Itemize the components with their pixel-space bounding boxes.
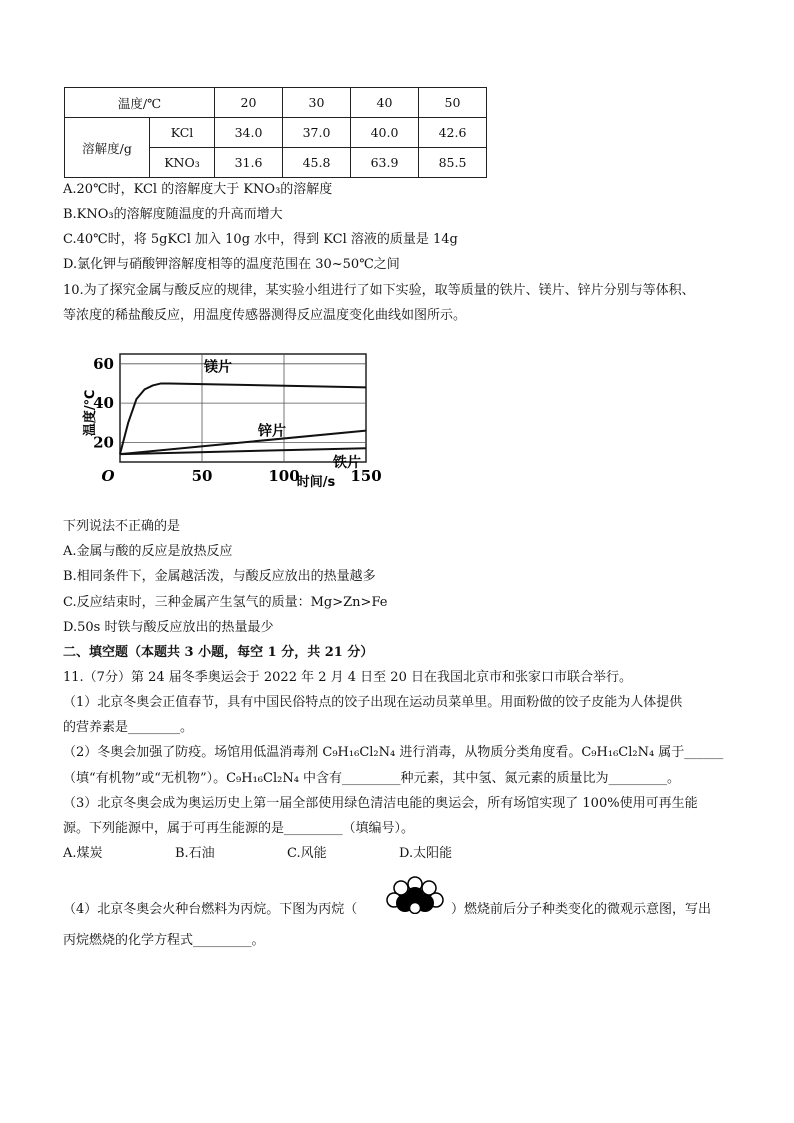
q11-line: （1）北京冬奥会正值春节，具有中国民俗特点的饺子出现在运动员菜单里。用面粉做的饺子皮能为人体提供 [63,695,683,710]
table-cell: 31.6 [215,148,283,178]
energy-option: C.风能 [287,846,327,861]
q9-option-c: C.40℃时，将 5gKCl 加入 10g 水中，得到 KCl 溶液的质量是 14g [63,232,458,247]
plot-frame [120,354,366,462]
q11-line: （3）北京冬奥会成为奥运历史上第一届全部使用绿色清洁电能的奥运会，所有场馆实现了 100%使用可再生能 [63,796,698,811]
q11-line: 源。下列能源中，属于可再生能源的是_________（填编号）。 [63,821,415,836]
temp-header: 温度/℃ [65,88,215,118]
y-axis-label: 温度/℃ [83,389,98,437]
origin-label: O [101,467,115,485]
y-tick-label: 60 [93,354,114,373]
energy-option: D.太阳能 [399,846,453,861]
q11-4-before: （4）北京冬奥会火种台燃料为丙烷。下图为丙烷（ [63,902,358,917]
q11-4-after: ）燃烧前后分子种类变化的微观示意图，写出 [451,902,712,917]
q10-option-b: B.相同条件下，金属越活泼，与酸反应放出的热量越多 [63,569,376,584]
q10-option-a: A.金属与酸的反应是放热反应 [63,544,233,559]
table-cell: 34.0 [215,118,283,148]
q9-option-b: B.KNO₃的溶解度随温度的升高而增大 [63,207,283,222]
section-heading: 二、填空题（本题共 3 小题，每空 1 分，共 21 分） [63,645,374,660]
table-cell: 20 [215,88,283,118]
table-cell: 45.8 [283,148,351,178]
q11-4-line2: 丙烷燃烧的化学方程式_________。 [63,933,265,948]
temperature-chart [72,348,392,508]
x-tick-label: 150 [350,467,382,485]
q11-line: （填“有机物”或“无机物”）。C₉H₁₆Cl₂N₄ 中含有_________种元素，其中氢、氮元素的质量比为_________。 [63,771,681,786]
table-cell: KCl [150,118,215,148]
q10-stem-line1: 10.为了探究金属与酸反应的规律，某实验小组进行了如下实验，取等质量的铁片、镁片、锌片分别与等体积、 [63,283,695,298]
propane-molecule-icon [385,876,445,914]
q9-option-d: D.氯化钾与硝酸钾溶解度相等的温度范围在 30~50℃之间 [63,257,400,272]
table-row [65,88,487,118]
q10-stem-line2: 等浓度的稀盐酸反应，用温度传感器测得反应温度变化曲线如图所示。 [63,308,467,323]
q11-line: 11.（7分）第 24 届冬季奥运会于 2022 年 2 月 4 日至 20 日在我国北京市和张家口市联合举行。 [63,670,632,685]
y-tick-label: 20 [93,433,114,452]
energy-option: A.煤炭 [63,846,103,861]
table-cell: 50 [419,88,487,118]
table-cell: 40 [351,88,419,118]
table-cell: 37.0 [283,118,351,148]
q10-option-c: C.反应结束时，三种金属产生氢气的质量：Mg>Zn>Fe [63,595,388,610]
solubility-header: 溶解度/g [65,118,150,178]
table-cell: 40.0 [351,118,419,148]
series-label: 铁片 [333,455,361,472]
table-cell: 30 [283,88,351,118]
table-cell: 85.5 [419,148,487,178]
q9-option-a: A.20℃时，KCl 的溶解度大于 KNO₃的溶解度 [63,182,333,197]
energy-option: B.石油 [175,846,215,861]
series-label: 镁片 [204,359,232,376]
q11-line: 的营养素是________。 [63,720,194,735]
series-label: 锌片 [258,423,286,440]
table-cell: 42.6 [419,118,487,148]
table-row [65,118,487,148]
table-cell: 63.9 [351,148,419,178]
q11-line: （2）冬奥会加强了防疫。场馆用低温消毒剂 C₉H₁₆Cl₂N₄ 进行消毒，从物质分类角度看。C₉H₁₆Cl₂N₄ 属于______ [63,745,724,760]
q10-option-d: D.50s 时铁与酸反应放出的热量最少 [63,620,274,635]
solubility-table [64,87,487,178]
y-tick-label: 40 [93,394,114,413]
table-cell: KNO₃ [150,148,215,178]
x-axis-label: 时间/s [296,475,336,490]
q10-prompt: 下列说法不正确的是 [63,519,181,534]
x-tick-label: 100 [268,467,300,485]
x-tick-label: 50 [191,467,213,485]
